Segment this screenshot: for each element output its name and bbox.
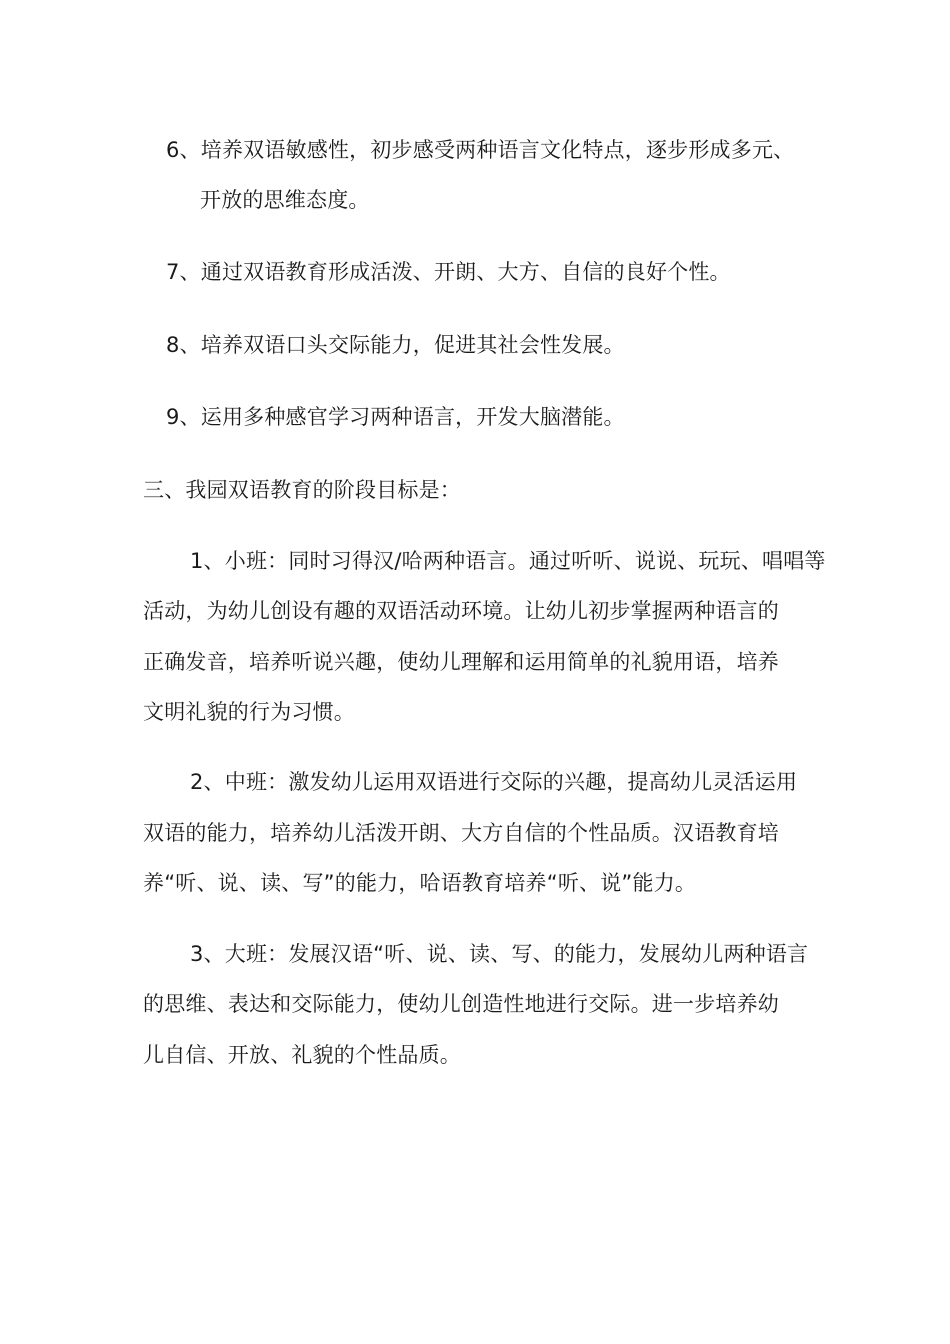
stage-1-line-4: 文明礼貌的行为习惯。 [143,700,355,724]
goal-6-line-1: 6、培养双语敏感性，初步感受两种语言文化特点，逐步形成多元、 [166,138,795,162]
stage-1-line-1: 1、小班：同时习得汉/哈两种语言。通过听听、说说、玩玩、唱唱等 [190,549,826,573]
stage-2-line-3: 养“听、说、读、写”的能力，哈语教育培养“听、说”能力。 [143,871,697,895]
stage-3-line-3: 儿自信、开放、礼貌的个性品质。 [143,1043,461,1067]
stage-2-line-1: 2、中班：激发幼儿运用双语进行交际的兴趣，提高幼儿灵活运用 [190,770,798,794]
goal-7-line-1: 7、通过双语教育形成活泼、开朗、大方、自信的良好个性。 [166,260,731,284]
stage-1-line-3: 正确发音，培养听说兴趣，使幼儿理解和运用简单的礼貌用语，培养 [143,650,779,674]
goal-9-line-1: 9、运用多种感官学习两种语言，开发大脑潜能。 [166,405,625,429]
goal-8-line-1: 8、培养双语口头交际能力，促进其社会性发展。 [166,333,625,357]
stage-2-line-2: 双语的能力，培养幼儿活泼开朗、大方自信的个性品质。汉语教育培 [143,821,779,845]
stage-3-line-1: 3、大班：发展汉语“听、说、读、写、的能力，发展幼儿两种语言 [190,942,809,966]
section-3-heading: 三、我园双语教育的阶段目标是： [143,478,461,502]
stage-1-line-2: 活动，为幼儿创设有趣的双语活动环境。让幼儿初步掌握两种语言的 [143,599,779,623]
goal-6-line-2: 开放的思维态度。 [200,188,370,212]
stage-3-line-2: 的思维、表达和交际能力，使幼儿创造性地进行交际。进一步培养幼 [143,992,779,1016]
